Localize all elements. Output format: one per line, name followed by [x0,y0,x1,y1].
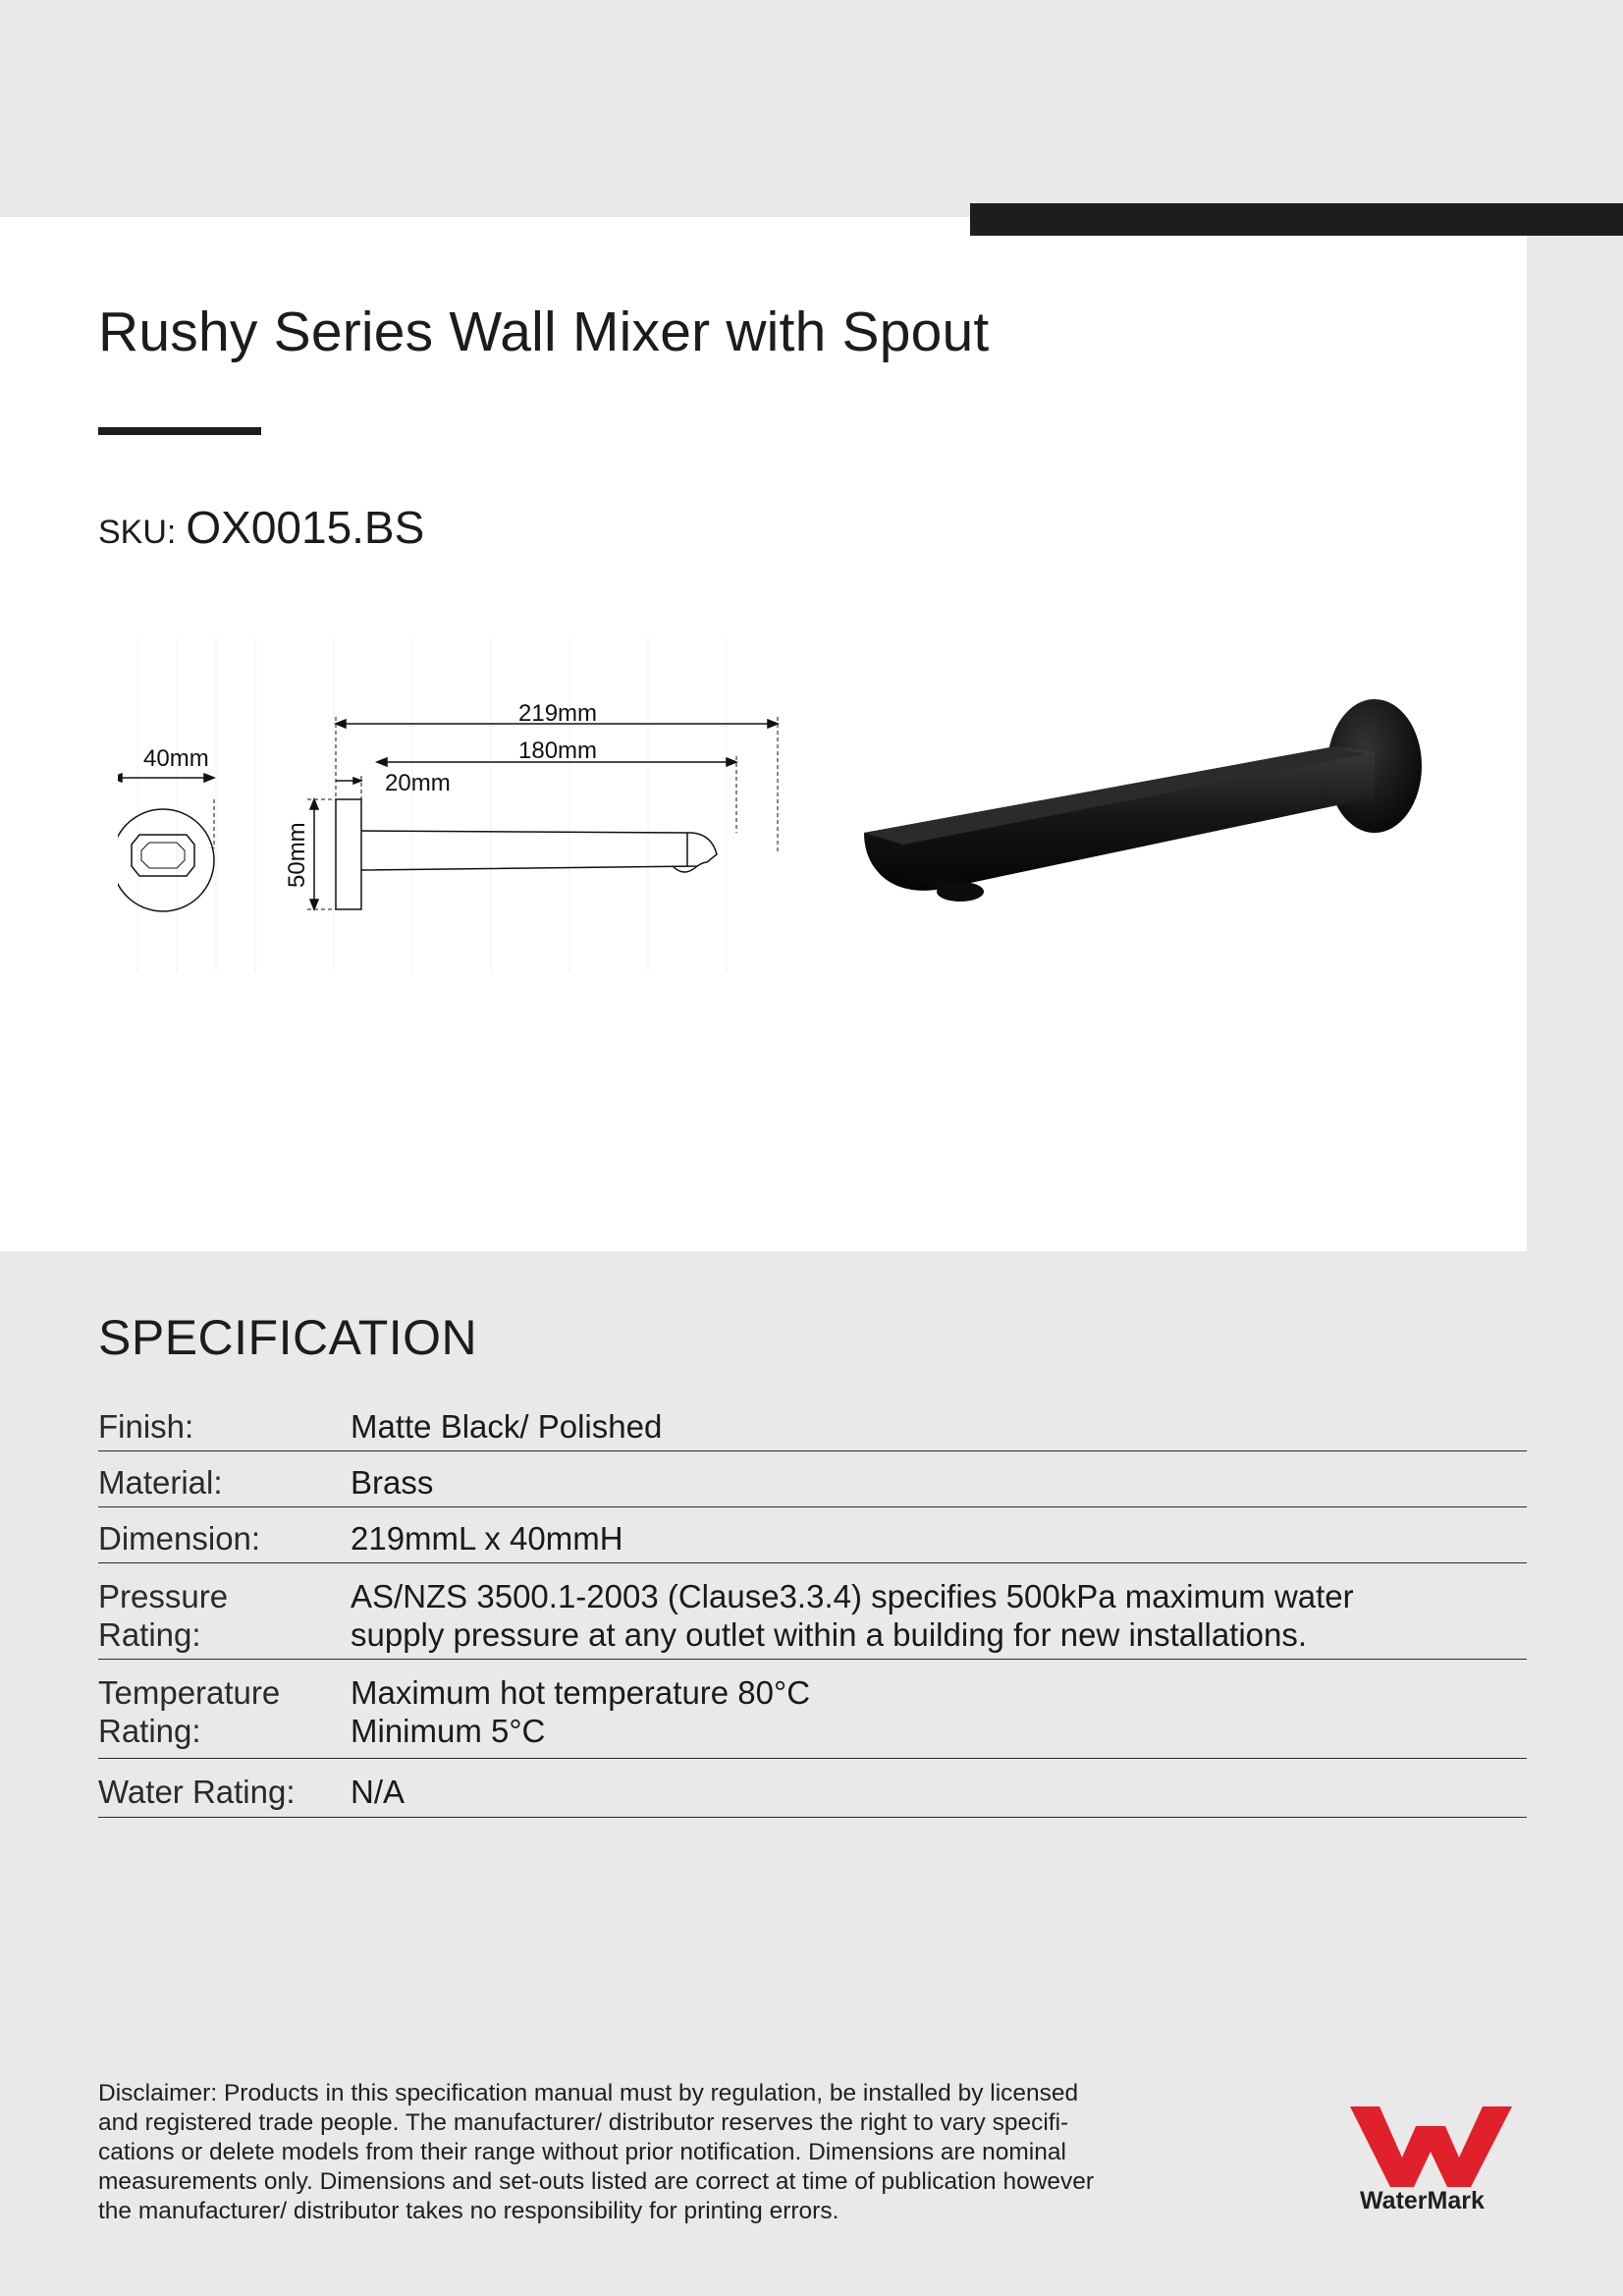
technical-drawing [118,638,805,982]
spec-value-line: AS/NZS 3500.1-2003 (Clause3.3.4) specifies 500kPa maximum water [351,1578,1354,1614]
dim-width-label: 40mm [143,745,209,772]
spec-row-material [98,1451,1527,1507]
spec-row-finish [98,1399,1527,1451]
spec-row-temperature [98,1660,1527,1759]
spec-value: N/A [351,1774,406,1810]
page-title: Rushy Series Wall Mixer with Spout [98,301,990,363]
right-strip [1527,236,1623,1251]
spec-row-water-rating [98,1759,1527,1818]
disclaimer-line: and registered trade people. The manufacturer/ distributor reserves the right to vary specifi- [98,2109,1069,2136]
spec-row-dimension [98,1507,1527,1563]
dim-plate-label: 20mm [385,770,451,796]
top-band [0,0,1623,217]
spec-value-line: Maximum hot temperature 80°C [351,1674,811,1711]
spec-label: Water Rating: [98,1774,296,1810]
spec-value-line: Minimum 5°C [351,1713,546,1749]
spec-label: Dimension: [98,1520,261,1557]
sku-line [98,501,424,554]
spec-value-line: supply pressure at any outlet within a building for new installations. [351,1616,1308,1653]
spec-row-pressure [98,1563,1527,1660]
title-underline [98,427,261,435]
spec-label [98,1673,351,1758]
spec-value: Matte Black/ Polished [351,1408,663,1445]
sku-label: SKU: [98,514,177,551]
disclaimer-line: measurements only. Dimensions and set-outs listed are correct at time of publication however [98,2168,1095,2195]
disclaimer-line: Disclaimer: Products in this specification manual must by regulation, be installed by licensed [98,2080,1079,2106]
spec-value [351,1673,1527,1758]
spec-label-line: Temperature [98,1674,281,1711]
spec-label-line: Rating: [98,1713,201,1749]
spec-value [351,1577,1527,1659]
spec-value: 219mmL x 40mmH [351,1520,623,1557]
dim-height-label: 50mm [284,822,310,888]
specification-heading: SPECIFICATION [98,1310,478,1365]
disclaimer-line: the manufacturer/ distributor takes no responsibility for printing errors. [98,2198,839,2224]
spec-label [98,1577,351,1659]
spec-label: Finish: [98,1408,194,1445]
spec-value: Brass [351,1464,434,1501]
spec-label: Material: [98,1464,223,1501]
dim-spout-label: 180mm [518,738,598,764]
header-accent-bar [970,203,1623,236]
disclaimer [98,2079,1168,2226]
watermark-logo-text: WaterMark [1360,2187,1485,2214]
spec-label-line: Pressure [98,1578,229,1614]
specification-table [98,1399,1527,1818]
product-image [844,687,1453,962]
sku-value: OX0015.BS [186,502,425,553]
spec-label-line: Rating: [98,1616,201,1653]
disclaimer-line: cations or delete models from their range without prior notification. Dimensions are nominal [98,2139,1066,2165]
dim-length-label: 219mm [518,700,598,727]
